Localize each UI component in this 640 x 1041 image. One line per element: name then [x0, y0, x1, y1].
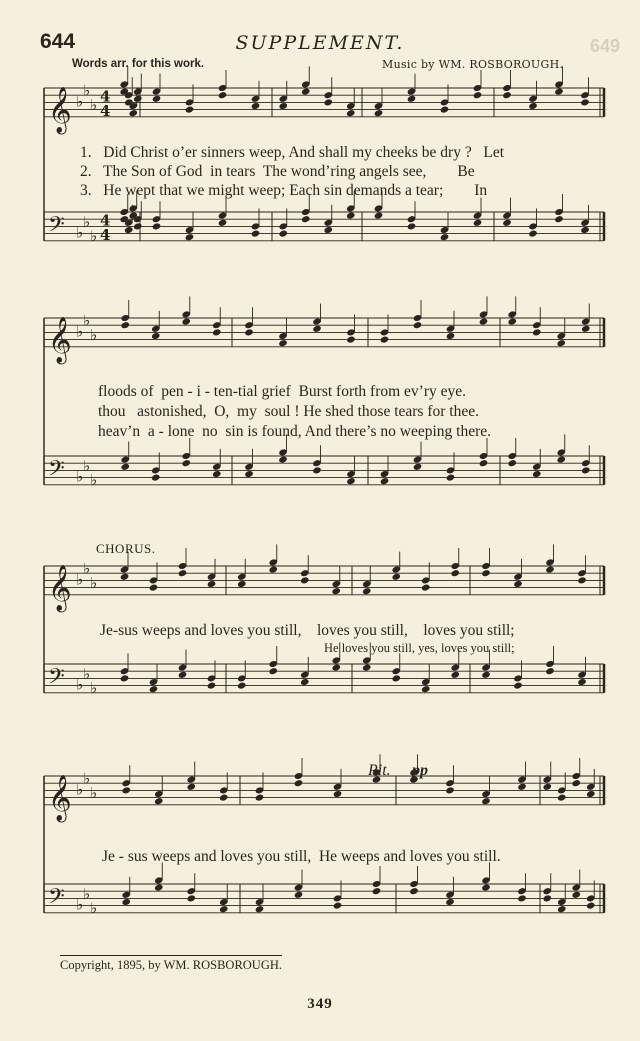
flat-icon: ♭: [90, 326, 98, 344]
note-head: [181, 459, 191, 467]
note-head: [255, 794, 265, 802]
note-head: [219, 794, 229, 802]
verse-1-line-1: 1. Did Christ o’er sinners weep, And shall my cheeks be dry ? Let: [80, 144, 505, 161]
flat-icon: ♭: [83, 559, 91, 578]
treble-clef-icon: 𝄞: [48, 564, 72, 611]
chorus-sub-line: He loves you still, yes, loves you still;: [324, 641, 515, 655]
note-head: [446, 474, 456, 482]
note-head: [120, 573, 130, 581]
flat-icon: ♭: [83, 81, 91, 100]
note-head: [244, 328, 254, 336]
note-head: [207, 580, 217, 588]
note-head: [218, 219, 228, 227]
verse-3-line-1: 3. He wept that we might weep; Each sin demands a tear; In: [80, 182, 488, 199]
page-number: 349: [307, 996, 333, 1012]
note-head: [517, 783, 527, 791]
note-head: [212, 470, 222, 478]
note-head: [178, 671, 188, 679]
note-head: [581, 325, 591, 333]
note-head: [409, 887, 419, 895]
note-head: [450, 671, 460, 679]
note-head: [268, 667, 278, 675]
note-head: [212, 328, 222, 336]
treble-clef-icon: 𝄞: [48, 86, 72, 133]
flat-icon: ♭: [76, 675, 84, 694]
note-head: [333, 902, 343, 910]
flat-icon: ♭: [76, 780, 84, 799]
note-head: [255, 905, 265, 913]
note-head: [542, 894, 552, 902]
note-head: [149, 584, 159, 592]
copyright-notice: Copyright, 1895, by WM. ROSBOROUGH.: [60, 955, 282, 973]
chorus-line-1: Je-sus weeps and loves you still, loves you still, loves you still;: [100, 622, 515, 639]
note-head: [346, 109, 356, 117]
flat-icon: ♭: [90, 784, 98, 802]
flat-icon: ♭: [76, 895, 84, 914]
verse-3-line-2: heav’n a - lone no sin is found, And there’s no weeping there.: [98, 423, 492, 440]
flat-icon: ♭: [83, 212, 91, 231]
note-head: [580, 98, 590, 106]
note-head: [556, 456, 566, 464]
note-head: [374, 109, 384, 117]
chorus-label: CHORUS.: [96, 541, 156, 556]
flat-icon: ♭: [90, 471, 98, 490]
note-head: [237, 682, 247, 690]
note-head: [380, 336, 390, 344]
treble-clef-icon: 𝄞: [48, 316, 72, 363]
note-head: [300, 576, 310, 584]
note-head: [278, 339, 288, 347]
note-head: [372, 887, 382, 895]
flat-icon: ♭: [90, 899, 98, 918]
note-head: [120, 321, 130, 329]
note-head: [528, 102, 538, 110]
note-head: [278, 456, 288, 464]
note-head: [473, 219, 483, 227]
flat-icon: ♭: [83, 664, 91, 683]
note-head: [407, 222, 417, 230]
note-head: [268, 566, 278, 574]
bleed-through-number: 649: [590, 36, 621, 56]
note-head: [380, 477, 390, 485]
flat-icon: ♭: [83, 769, 91, 788]
note-head: [312, 466, 322, 474]
section-title: SUPPLEMENT.: [235, 32, 405, 54]
note-head: [244, 470, 254, 478]
note-head: [440, 106, 450, 114]
note-head: [513, 682, 523, 690]
note-head: [207, 682, 217, 690]
note-head: [251, 102, 261, 110]
note-head: [301, 88, 311, 96]
flat-icon: ♭: [76, 570, 84, 589]
note-head: [413, 463, 423, 471]
note-head: [554, 215, 564, 223]
bass-clef-icon: 𝄢: [48, 884, 65, 915]
time-signature-digit: 4: [100, 87, 111, 106]
note-head: [481, 884, 491, 892]
flat-icon: ♭: [90, 96, 98, 114]
note-head: [554, 88, 564, 96]
note-head: [545, 566, 555, 574]
note-head: [507, 318, 517, 326]
note-head: [407, 95, 417, 103]
note-head: [301, 215, 311, 223]
dynamic-pp: pp: [412, 762, 428, 779]
note-head: [528, 230, 538, 238]
bass-clef-icon: 𝄢: [48, 212, 65, 243]
note-head: [121, 898, 131, 906]
note-head: [251, 230, 261, 238]
note-head: [218, 91, 228, 99]
note-head: [346, 212, 356, 220]
note-head: [479, 459, 489, 467]
note-head: [445, 898, 455, 906]
note-head: [421, 685, 431, 693]
note-head: [556, 339, 566, 347]
time-signature-digit: 4: [100, 211, 111, 230]
note-head: [300, 678, 310, 686]
note-head: [185, 233, 195, 241]
note-head: [481, 797, 491, 805]
note-head: [124, 226, 134, 234]
note-head: [133, 95, 143, 103]
note-head: [152, 222, 162, 230]
note-head: [421, 584, 431, 592]
note-head: [362, 587, 372, 595]
note-head: [346, 477, 356, 485]
note-head: [391, 573, 401, 581]
note-head: [149, 685, 159, 693]
note-head: [121, 786, 131, 794]
note-head: [517, 894, 527, 902]
note-head: [154, 797, 164, 805]
note-head: [507, 459, 517, 467]
verse-1-line-2: floods of pen - i - ten-tial grief Burst forth from ev’ry eye.: [98, 383, 467, 400]
note-head: [481, 569, 491, 577]
note-head: [333, 790, 343, 798]
verse-2-line-2: thou astonished, O, my soul ! He shed those tears for thee.: [98, 403, 479, 420]
bass-clef-icon: 𝄢: [48, 456, 65, 487]
note-head: [586, 902, 596, 910]
note-head: [185, 106, 195, 114]
note-head: [346, 336, 356, 344]
note-head: [440, 233, 450, 241]
bass-clef-icon: 𝄢: [48, 664, 65, 695]
note-head: [577, 576, 587, 584]
note-head: [312, 325, 322, 333]
flat-icon: ♭: [83, 884, 91, 903]
note-head: [580, 226, 590, 234]
hymn-number: 644: [40, 30, 76, 53]
note-head: [502, 219, 512, 227]
note-head: [571, 891, 581, 899]
note-head: [120, 674, 130, 682]
note-head: [362, 664, 372, 672]
note-head: [413, 321, 423, 329]
flat-icon: ♭: [76, 467, 84, 486]
note-head: [120, 463, 130, 471]
note-head: [473, 91, 483, 99]
note-head: [331, 587, 341, 595]
note-head: [294, 779, 304, 787]
words-credit: Words arr. for this work.: [72, 58, 205, 70]
note-head: [323, 98, 333, 106]
note-head: [513, 580, 523, 588]
flat-icon: ♭: [83, 311, 91, 330]
note-head: [571, 779, 581, 787]
flat-icon: ♭: [76, 322, 84, 341]
note-head: [481, 671, 491, 679]
note-head: [186, 783, 196, 791]
flat-icon: ♭: [76, 92, 84, 111]
note-head: [181, 318, 191, 326]
flat-icon: ♭: [90, 227, 98, 246]
flat-icon: ♭: [90, 574, 98, 592]
note-head: [532, 470, 542, 478]
note-head: [151, 474, 161, 482]
note-head: [237, 580, 247, 588]
note-head: [323, 226, 333, 234]
flat-icon: ♭: [83, 456, 91, 475]
note-head: [294, 891, 304, 899]
note-head: [154, 884, 164, 892]
note-head: [151, 332, 161, 340]
note-head: [545, 667, 555, 675]
music-credit: Music by WM. ROSBOROUGH.: [382, 58, 564, 71]
note-head: [133, 222, 143, 230]
verse-2-line-1: 2. The Son of God in tears The wond’ring angels see, Be: [80, 163, 475, 180]
note-head: [278, 230, 288, 238]
note-head: [445, 786, 455, 794]
note-head: [374, 212, 384, 220]
note-head: [446, 332, 456, 340]
note-head: [219, 905, 229, 913]
note-head: [557, 905, 567, 913]
note-head: [586, 790, 596, 798]
note-head: [331, 664, 341, 672]
note-head: [186, 894, 196, 902]
note-head: [479, 318, 489, 326]
note-head: [532, 328, 542, 336]
note-head: [152, 95, 162, 103]
note-head: [450, 569, 460, 577]
note-head: [557, 794, 567, 802]
flat-icon: ♭: [76, 223, 84, 242]
note-head: [391, 674, 401, 682]
note-head: [542, 783, 552, 791]
note-head: [581, 466, 591, 474]
note-head: [128, 109, 138, 117]
flat-icon: ♭: [90, 679, 98, 698]
note-head: [577, 678, 587, 686]
time-signature-digit: 4: [100, 101, 111, 120]
note-head: [178, 569, 188, 577]
note-head: [502, 91, 512, 99]
note-head: [278, 102, 288, 110]
dynamic-rit: Rit.: [368, 762, 391, 779]
treble-clef-icon: 𝄞: [48, 774, 72, 821]
time-signature-digit: 4: [100, 225, 111, 244]
chorus-line-2: Je - sus weeps and loves you still, He weeps and loves you still.: [102, 848, 501, 865]
